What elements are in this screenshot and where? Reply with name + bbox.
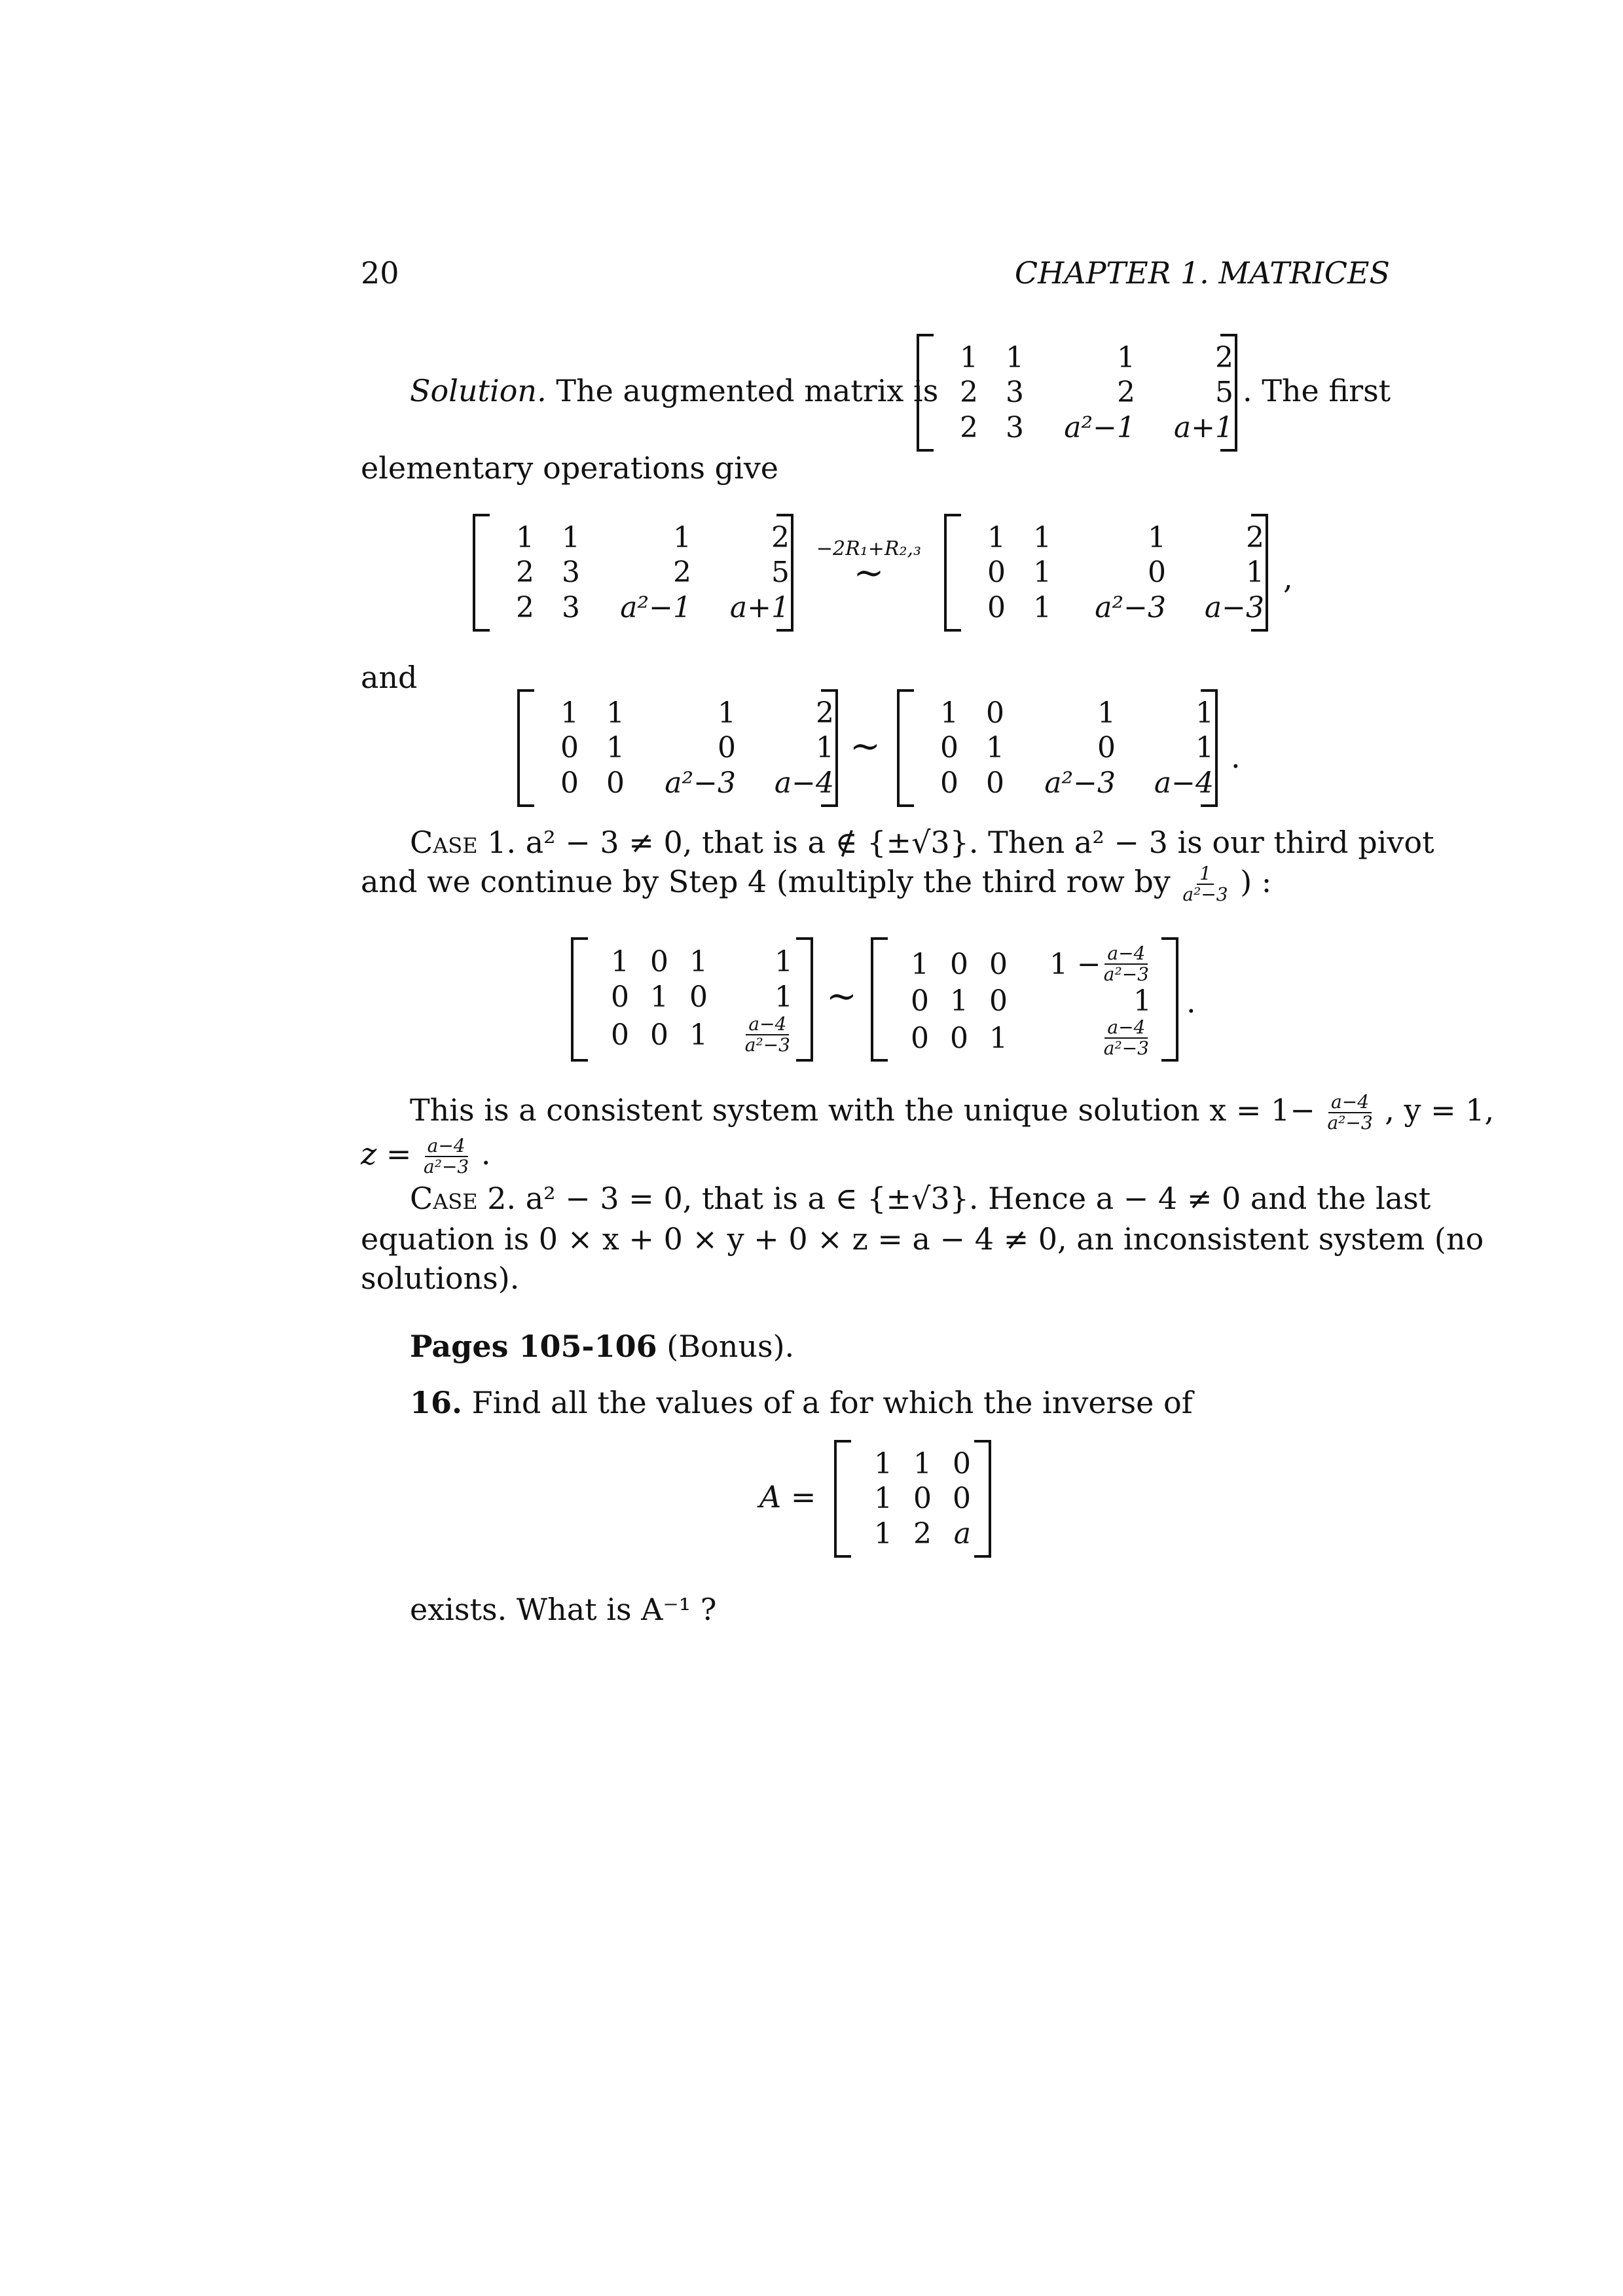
solution-after: . The first [1243,373,1391,408]
step1-op-label: −2R₁+R₂,₃ [816,537,922,560]
and-label: and [361,660,418,695]
matrix-entry: 0 [911,1021,929,1055]
matrix-entry: 2 [516,590,534,624]
case2-label: Case 2. [410,1181,517,1216]
case1-tilde: ~ [826,975,857,1018]
case1-z-line [361,1134,490,1177]
step1-operation [800,537,938,594]
matrix-entry: 1 [611,944,629,978]
matrix-entry [1008,1018,1152,1058]
fraction-denominator: a²−3 [744,1034,790,1056]
conclusion-frac-den: a²−3 [1327,1112,1373,1134]
matrix-entry: 0 [987,590,1006,624]
matrix-entry: 0 [913,1482,932,1516]
matrix-entry: 1 [986,731,1004,765]
matrix-entry: a²−1 [1064,410,1135,444]
bonus-label: (Bonus). [666,1329,795,1364]
matrix-entry: 1 [1195,696,1214,730]
fraction-numerator: a−4 [1104,1018,1148,1039]
matrix-entry: 2 [1215,341,1233,375]
case1-line2-text: and we continue by Step 4 (multiply the third row by [361,864,1171,899]
matrix-entry: 3 [562,556,580,590]
matrix-entry: 1 [1148,521,1166,555]
step2-right-matrix [897,689,1218,807]
step1-trail: , [1283,560,1293,596]
step1-tilde: ~ [853,552,884,594]
matrix-entry: 0 [987,556,1006,590]
matrix-entry: 0 [950,1021,968,1055]
z-equals: z = [361,1136,412,1172]
case1-right-matrix [871,937,1178,1062]
matrix-entry-fraction [1101,944,1152,984]
matrix-entry: 2 [1246,521,1264,555]
case1-fraction [1180,864,1230,905]
matrix-entry: 0 [650,944,668,978]
z-end: . [481,1136,491,1172]
bonus-pages: Pages 105-106 [410,1329,657,1364]
matrix-entry: 1 [1097,696,1116,730]
fraction-numerator: a−4 [746,1014,789,1035]
matrix-entry: 1 [950,984,968,1018]
case1-conclusion-text: This is a consistent system with the unique solution x = 1− [410,1092,1315,1128]
matrix-entry: 0 [606,766,625,800]
step1-left-matrix [473,514,793,632]
matrix-entry: 3 [1006,376,1024,410]
matrix-entry: 0 [611,1018,629,1052]
fraction-numerator: a−4 [1104,944,1148,965]
case1-left-matrix [571,937,813,1062]
matrix-entry: 0 [989,984,1008,1018]
running-header: CHAPTER 1. MATRICES [1014,255,1390,291]
matrix-entry-prefix: 1 − [1049,947,1101,981]
step1-right-matrix [944,514,1268,632]
matrix-entry [1008,944,1152,984]
z-frac-num: a−4 [425,1136,468,1157]
matrix-entry: a²−1 [620,590,691,624]
matrix-entry: 2 [673,556,691,590]
matrix-entry-fraction [1101,1018,1152,1058]
matrix-entry: 2 [960,410,978,444]
case1-label: Case 1. [410,825,517,860]
matrix-entry: 0 [953,1447,971,1481]
matrix-entry: 2 [816,696,834,730]
matrix-entry: a²−3 [665,766,736,800]
fraction-denominator: a²−3 [1103,1037,1149,1059]
bonus-heading [410,1326,794,1367]
fraction-denominator: a²−3 [1103,963,1149,985]
matrix-entry: 1 [1006,341,1024,375]
step2-tilde: ~ [850,725,881,768]
matrix-entry: 0 [611,980,629,1014]
case1-frac-num: 1 [1197,864,1214,885]
case2-line3: solutions). [361,1261,520,1296]
matrix-entry: 1 [560,696,579,730]
matrix-entry: a+1 [729,590,790,624]
z-frac-den: a²−3 [424,1156,469,1177]
case1-conclusion-end: , y = 1, [1385,1092,1495,1128]
case1-frac-den: a²−3 [1182,884,1228,905]
matrix-entry: 0 [950,947,968,981]
problem-number: 16. [410,1385,463,1420]
z-fraction [421,1136,471,1177]
matrix-entry: a+1 [1173,410,1233,444]
matrix-entry: 1 [940,696,958,730]
matrix-entry: 0 [940,766,958,800]
matrix-entry: 3 [562,590,580,624]
solution-label: Solution. [410,373,547,408]
matrix-entry: 0 [689,980,708,1014]
matrix-entry: 0 [911,984,929,1018]
matrix-entry: 5 [1215,376,1233,410]
case1-line2 [361,861,1271,905]
matrix-entry: 1 [650,980,668,1014]
matrix-entry: a−4 [774,766,834,800]
matrix-entry: 1 [874,1482,892,1516]
matrix-entry: 0 [940,731,958,765]
page-number: 20 [361,255,399,291]
matrix-a-label: A = [759,1479,816,1515]
matrix-entry: 1 [987,521,1006,555]
matrix-entry: 0 [989,947,1008,981]
matrix-entry [708,1014,793,1055]
solution-intro [410,370,938,411]
matrix-entry: 0 [1097,731,1116,765]
solution-line2: elementary operations give [361,450,779,486]
matrix-entry: a²−3 [1044,766,1116,800]
matrix-entry: a²−3 [1095,590,1166,624]
matrix-entry: 1 [989,1021,1008,1055]
problem-question: exists. What is A⁻¹ ? [410,1592,717,1627]
case1-conclusion-fraction [1324,1092,1375,1133]
matrix-a [834,1440,991,1558]
matrix-entry: 0 [650,1018,668,1052]
matrix-entry: 1 [606,696,625,730]
matrix-entry: 0 [986,766,1004,800]
step2-trail: . [1231,740,1241,775]
augmented-matrix [917,334,1237,452]
matrix-entry: 1 [1195,731,1214,765]
matrix-entry: 1 [516,521,534,555]
matrix-entry: 1 [562,521,580,555]
matrix-entry: 1 [689,944,708,978]
problem-16 [410,1382,1193,1423]
case2-line1 [410,1178,1431,1219]
case1-line1 [410,822,1434,863]
problem-text: Find all the values of a for which the inverse of [471,1385,1193,1420]
matrix-entry: 0 [560,766,579,800]
case1-text: a² − 3 ≠ 0, that is a ∉ {±√3}. Then a² − 3 is our third pivot [525,825,1434,860]
matrix-entry: 1 [1033,521,1051,555]
matrix-entry: 1 [1033,590,1051,624]
matrix-entry: 1 [816,731,834,765]
case1-trail: . [1186,984,1196,1020]
matrix-entry: 1 [1133,984,1152,1018]
matrix-entry: 1 [606,731,625,765]
case2-text: a² − 3 = 0, that is a ∈ {±√3}. Hence a − 4 ≠ 0 and the last [525,1181,1431,1216]
matrix-entry: a−3 [1204,590,1264,624]
matrix-entry: 1 [1033,556,1051,590]
matrix-entry: 1 [874,1516,892,1551]
matrix-entry: 1 [1246,556,1264,590]
matrix-entry: 1 [1117,341,1135,375]
matrix-entry: a−4 [1154,766,1214,800]
matrix-entry: 1 [673,521,691,555]
matrix-entry: 1 [775,980,793,1014]
matrix-entry: 0 [1148,556,1166,590]
solution-intro-text: The augmented matrix is [556,373,939,408]
matrix-entry: a [953,1516,971,1551]
matrix-entry: 5 [771,556,790,590]
case1-line2-end: ) : [1240,864,1272,899]
matrix-entry: 0 [953,1482,971,1516]
matrix-entry-fraction [742,1014,793,1055]
matrix-entry: 2 [960,376,978,410]
matrix-entry: 1 [911,947,929,981]
matrix-entry: 1 [960,341,978,375]
case1-conclusion [410,1090,1494,1133]
matrix-entry: 2 [913,1516,932,1551]
matrix-entry: 0 [986,696,1004,730]
conclusion-frac-num: a−4 [1328,1092,1372,1113]
matrix-entry: 1 [689,1018,708,1052]
matrix-entry: 2 [516,556,534,590]
matrix-entry: 1 [718,696,736,730]
matrix-entry: 1 [775,944,793,978]
matrix-entry: 1 [913,1447,932,1481]
matrix-entry: 2 [771,521,790,555]
matrix-entry: 3 [1006,410,1024,444]
matrix-entry: 0 [718,731,736,765]
case2-line2: equation is 0 × x + 0 × y + 0 × z = a − 4 ≠ 0, an inconsistent system (no [361,1221,1484,1257]
matrix-entry: 1 [874,1447,892,1481]
matrix-entry: 2 [1117,376,1135,410]
step2-left-matrix [517,689,838,807]
matrix-entry: 0 [560,731,579,765]
